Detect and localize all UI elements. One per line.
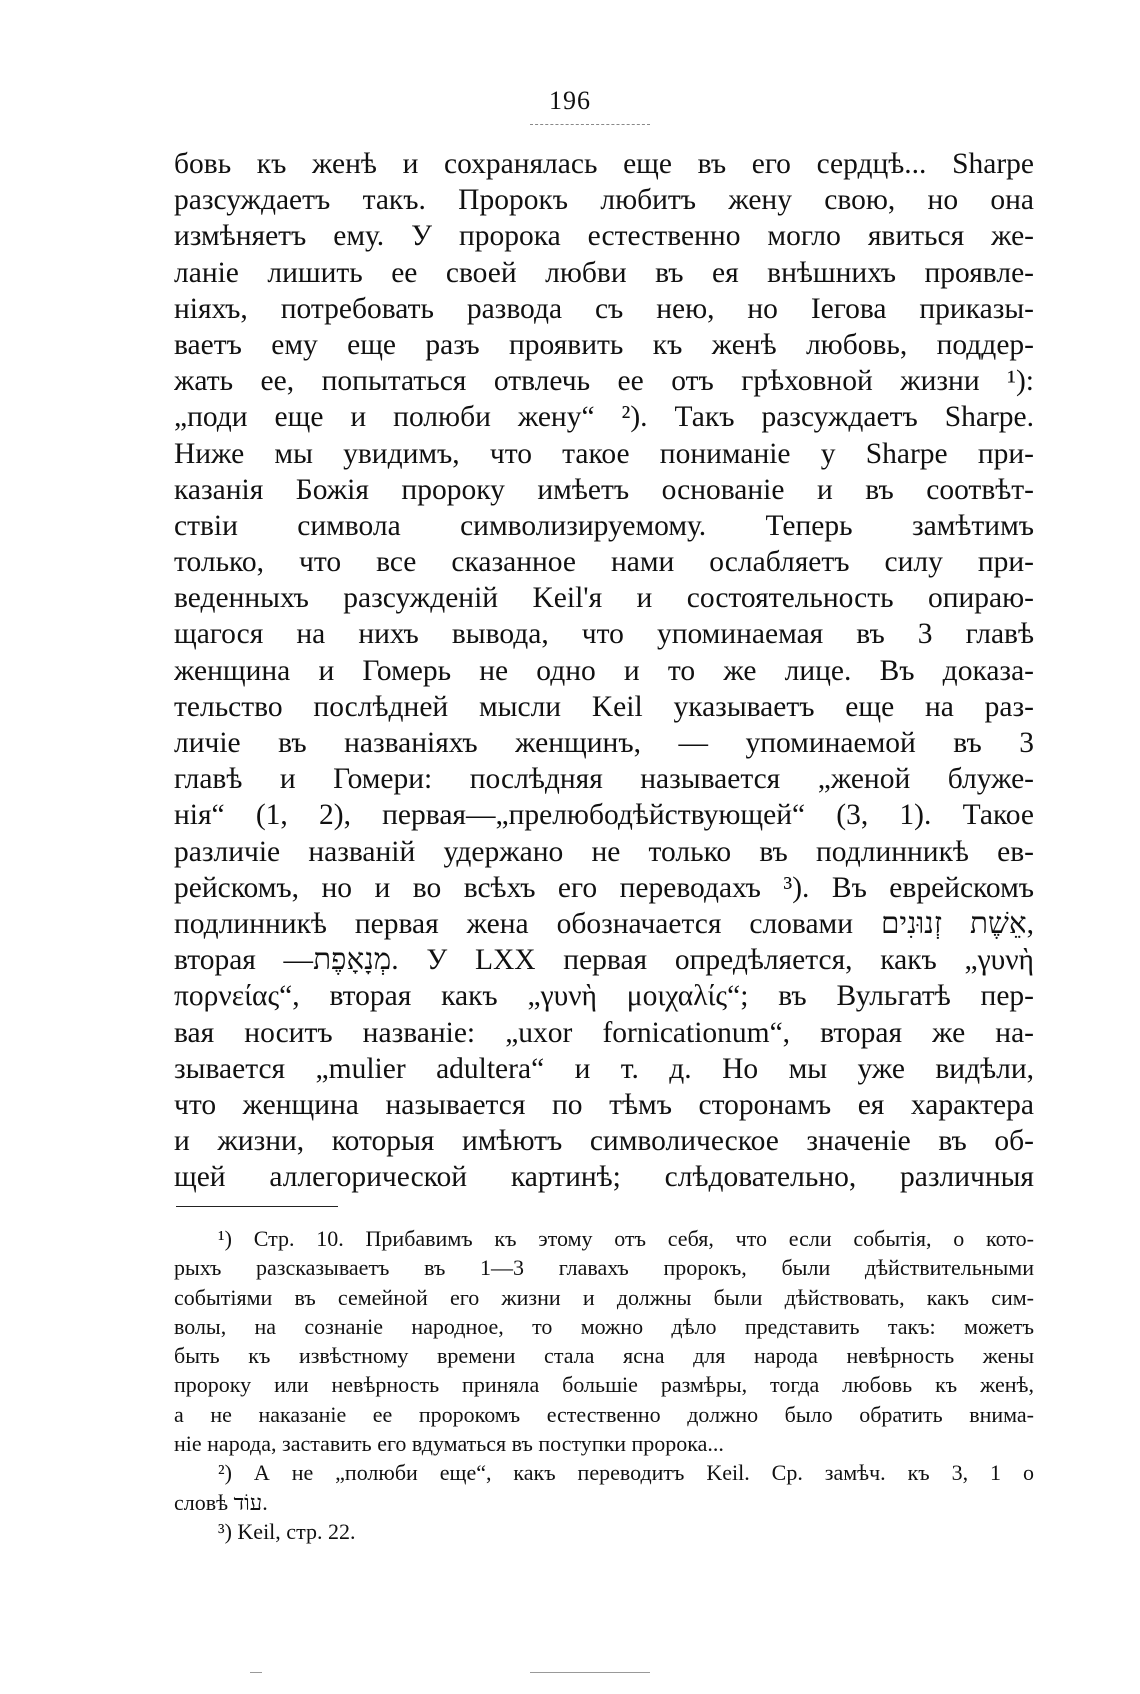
- text-line: разсуждаетъ такъ. Пророкъ любитъ жену свою, но она: [174, 184, 1034, 217]
- text-line: вторая —מְנָאָפֶת. У LXX первая опредѣляется, какъ „γυνὴ: [174, 944, 1034, 977]
- footnote-line: ¹) Стр. 10. Прибавимъ къ этому отъ себя, что если событія, о кото-: [218, 1226, 1034, 1251]
- text-line: πορνείας“, вторая какъ „γυνὴ μοιχαλίς“; въ Вульгатѣ пер-: [174, 980, 1034, 1013]
- text-line: „поди еще и полюби жену“ ²). Такъ разсуждаетъ Sharpe.: [174, 401, 1034, 434]
- text-line: нія“ (1, 2), первая—„прелюбодѣйствующей“ (3, 1). Такое: [174, 799, 1034, 832]
- text-line: личіе въ названіяхъ женщинъ, — упоминаемой въ 3: [174, 727, 1034, 759]
- print-mark: [250, 1672, 262, 1673]
- text-line: измѣняетъ ему. У пророка естественно могло явиться же-: [174, 220, 1034, 253]
- text-line: ніяхъ, потребовать развода съ нею, но Іегова приказы-: [174, 292, 1034, 325]
- text-line: главѣ и Гомери: послѣдняя называется „женой блуже-: [174, 763, 1034, 796]
- text-line: ваетъ ему еще разъ проявить къ женѣ любовь, поддер-: [174, 328, 1034, 361]
- text-line: различіе названій удержано не только въ подлинникѣ ев-: [174, 835, 1034, 868]
- text-line: вая носитъ названіе: „uxor fornicationum“, вторая же на-: [174, 1016, 1034, 1049]
- text-line: зывается „mulier adultera“ и т. д. Но мы уже видѣли,: [174, 1052, 1034, 1085]
- footnote-line: волы, на сознаніе народное, то можно дѣло представить такъ: можетъ: [174, 1313, 1034, 1339]
- text-line: веденныхъ разсужденій Keil'я и состоятельность опираю-: [174, 582, 1034, 615]
- text-line: тельство послѣдней мысли Keil указываетъ еще на раз-: [174, 690, 1034, 723]
- text-line: бовь къ женѣ и сохранялась еще въ его сердцѣ... Sharpe: [174, 148, 1034, 180]
- text-line: ланіе лишить ее своей любви въ ея внѣшнихъ проявле-: [174, 256, 1034, 289]
- footnote-line: пророку или невѣрность приняла большіе размѣры, тогда любовь къ женѣ,: [174, 1372, 1034, 1398]
- text-line: Ниже мы увидимъ, что такое пониманіе у Sharpe при-: [174, 437, 1034, 470]
- page-number: 196: [549, 86, 591, 115]
- text-line: ствіи символа символизируемому. Теперь замѣтимъ: [174, 509, 1034, 542]
- footnote-line: ніе народа, заставить его вдуматься въ поступки пророка...: [174, 1431, 724, 1457]
- text-line: женщина и Гомерь не одно и то же лице. Въ доказа-: [174, 654, 1034, 687]
- footnotes: [174, 1224, 1034, 1546]
- text-line: щей аллегорической картинѣ; слѣдовательно, различныя: [174, 1161, 1034, 1194]
- footnote-separator: [176, 1206, 338, 1207]
- bottom-print-marks: [0, 1672, 1140, 1676]
- text-line: щагося на нихъ вывода, что упоминаемая въ 3 главѣ: [174, 618, 1034, 651]
- text-line: только, что все сказанное нами ослабляетъ силу при-: [174, 546, 1034, 579]
- footnote-line: словѣ עוֹד.: [174, 1489, 268, 1515]
- text-line: подлинникѣ первая жена обозначается словами אֵשֶׁת זְנוּנִים,: [174, 907, 1034, 940]
- text-line: что женщина называется по тѣмъ сторонамъ ея характера: [174, 1088, 1034, 1121]
- footnote-line: ³) Keil, стр. 22.: [218, 1518, 356, 1544]
- text-line: рейскомъ, но и во всѣхъ его переводахъ ³). Въ еврейскомъ: [174, 871, 1034, 904]
- footnote-line: ²) А не „полюби еще“, какъ переводитъ Keil. Ср. замѣч. къ 3, 1 о: [218, 1460, 1034, 1486]
- text-line: жать ее, попытаться отвлечь ее отъ грѣховной жизни ¹):: [174, 365, 1034, 398]
- footnote-line: а не наказаніе ее пророкомъ естественно должно было обратить внима-: [174, 1401, 1034, 1427]
- text-line: и жизни, которыя имѣютъ символическое значеніе въ об-: [174, 1125, 1034, 1158]
- footnote-line: быть къ извѣстному времени стала ясна для народа невѣрность жены: [174, 1343, 1034, 1369]
- print-mark: [530, 1672, 650, 1673]
- header-rule: [530, 124, 650, 125]
- footnote-line: рыхъ разсказываетъ въ 1—3 главахъ пророкъ, были дѣйствительными: [174, 1255, 1034, 1281]
- main-text: [174, 146, 1034, 1195]
- text-line: казанія Божія пророку имѣетъ основаніе и въ соотвѣт-: [174, 473, 1034, 506]
- footnote-line: событіями въ семейной его жизни и должны были дѣйствовать, какъ сим-: [174, 1284, 1034, 1310]
